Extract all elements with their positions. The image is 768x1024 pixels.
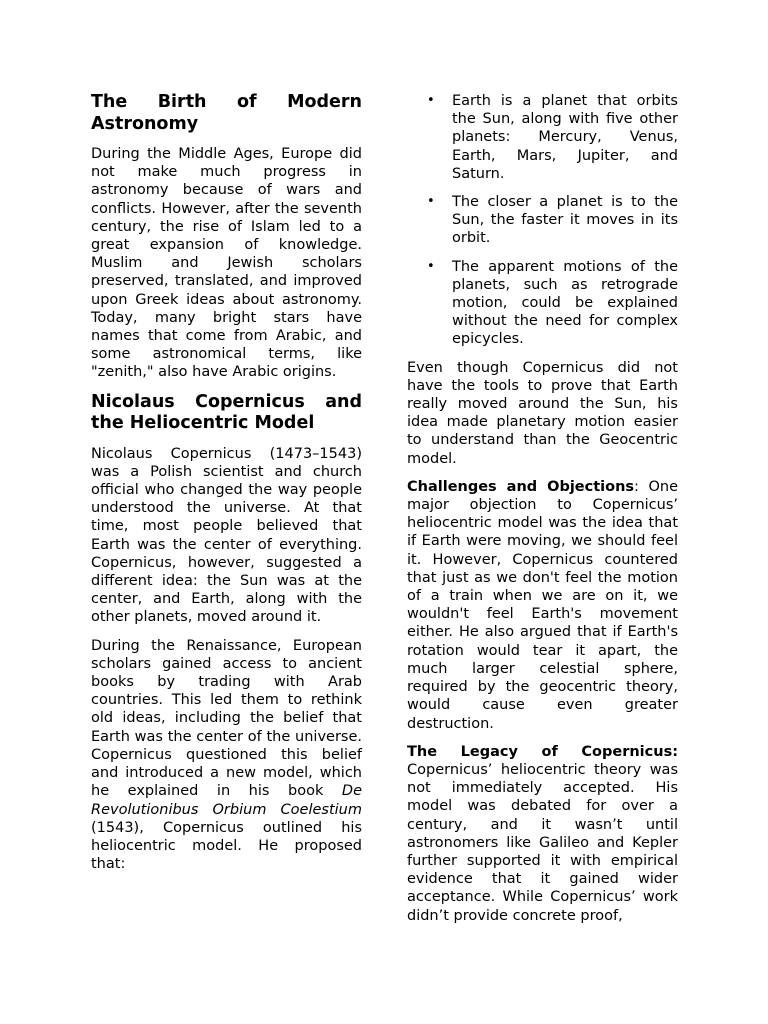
section-heading-copernicus: Nicolaus Copernicus and the Heliocentric Model [91,391,362,434]
paragraph-tools: Even though Copernicus did not have the tools to prove that Earth really moved around the Sun, his idea made planetary motion easier to understand than the Geocentric model. [407,359,678,467]
proposals-list [407,92,678,349]
left-column [91,92,362,883]
list-item [407,92,678,183]
bullet-icon: • [427,258,435,274]
paragraph-renaissance-text: During the Renaissance, European scholars gained access to ancient books by trading with Arab countries. This led them to rethink old ideas, including the belief that Earth was the center of the universe. Copernicus questioned this belief and introduced a new model, which he explained in his book [91,637,362,800]
paragraph-renaissance-end: (1543), Copernicus outlined his heliocentric model. He proposed that: [91,819,362,873]
paragraph-middle-ages: During the Middle Ages, Europe did not make much progress in astronomy because of wars and conflicts. However, after the seventh century, the rise of Islam led to a great expansion of knowledge. Muslim and Jewish scholars preserved, translated, and improved upon Greek ideas about astronomy. Today, many bright stars have names that come from Arabic, and some astronomical terms, like "zenith," also have Arabic origins. [91,146,362,381]
legacy-label: The Legacy of Copernicus: [407,743,678,760]
section-heading-birth-of-astronomy: The Birth of Modern Astronomy [91,92,362,134]
bullet-icon: • [427,93,435,108]
legacy-text: Copernicus’ heliocentric theory was not immediately accepted. His model was debated for over a century, and it wasn’t until astronomers like Galileo and Kepler further supported it with empirical evidence that it gained wider acceptance. While Copernicus’ work didn’t provide concrete proof, [407,761,678,924]
list-item-text: The closer a planet is to the Sun, the faster it moves in its orbit. [452,194,678,247]
paragraph-legacy [407,743,678,925]
list-item-text: The apparent motions of the planets, such as retrograde motion, could be explained without the need for complex epicycles. [452,258,678,348]
list-item [407,258,678,349]
book-title: De Revolutionibus Orbium Coelestium [91,783,362,818]
paragraph-challenges [407,478,678,733]
bullet-icon: • [427,194,435,210]
right-column [407,92,678,935]
paragraph-renaissance [91,637,362,874]
list-item [407,193,678,248]
paragraph-copernicus-intro: Nicolaus Copernicus (1473–1543) was a Polish scientist and church official who changed the way people understood the universe. At that time, most people believed that Earth was the center of everything. Copernicus, however, suggested a different idea: the Sun was at the center, and Earth, along with the other planets, moved around it. [91,445,362,626]
challenges-text: : One major objection to Copernicus’ heliocentric model was the idea that if Earth were moving, we should feel it. However, Copernicus countered that just as we don't feel the motion of a train when we are on it, we wouldn't feel Earth's movement either. He also argued that if Earth's rotation would tear it apart, the much larger celestial sphere, required by the geocentric theory, would cause even greater destruction. [407,478,678,732]
list-item-text: Earth is a planet that orbits the Sun, along with five other planets: Mercury, Venus, Earth, Mars, Jupiter, and Saturn. [452,93,678,182]
challenges-label: Challenges and Objections [407,478,635,495]
